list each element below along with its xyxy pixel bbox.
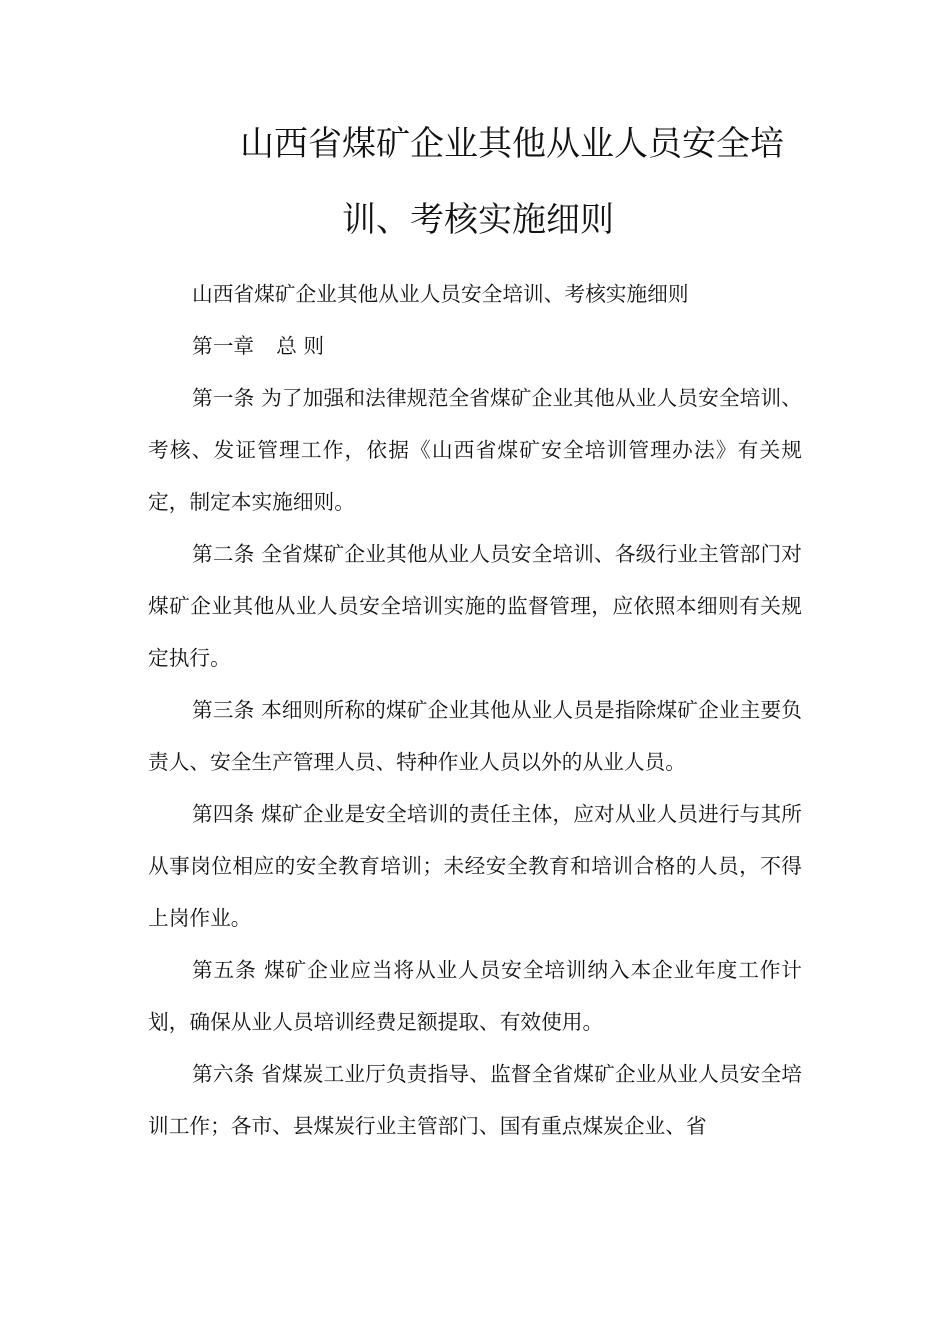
document-title-line-1: 山西省煤矿企业其他从业人员安全培 <box>240 124 784 164</box>
article-label: 第四条 <box>192 802 255 826</box>
article-2 <box>148 528 802 684</box>
article-label: 第五条 <box>192 958 257 982</box>
article-text: 煤矿企业是安全培训的责任主体，应对从业人员进行与其所从事岗位相应的安全教育培训；未经安全教育和培训合格的人员，不得上岗作业。 <box>148 802 802 930</box>
article-6 <box>148 1048 802 1152</box>
article-1 <box>148 372 802 528</box>
article-text: 全省煤矿企业其他从业人员安全培训、各级行业主管部门对煤矿企业其他从业人员安全培训实施的监督管理，应依照本细则有关规定执行。 <box>148 542 802 670</box>
article-label: 第二条 <box>192 542 255 566</box>
article-text: 煤矿企业应当将从业人员安全培训纳入本企业年度工作计划，确保从业人员培训经费足额提取、有效使用。 <box>148 958 802 1034</box>
chapter-heading <box>148 320 802 372</box>
article-5 <box>148 944 802 1048</box>
article-text: 本细则所称的煤矿企业其他从业人员是指除煤矿企业主要负责人、安全生产管理人员、特种作业人员以外的从业人员。 <box>148 698 802 774</box>
chapter-title: 总 则 <box>276 334 325 358</box>
article-4 <box>148 788 802 944</box>
article-label: 第一条 <box>192 386 255 410</box>
document-title-line-2: 训、考核实施细则 <box>342 200 614 240</box>
article-label: 第三条 <box>192 698 255 722</box>
article-text: 为了加强和法律规范全省煤矿企业其他从业人员安全培训、考核、发证管理工作，依据《山西省煤矿安全培训管理办法》有关规定，制定本实施细则。 <box>148 386 802 514</box>
document-body <box>148 268 802 1152</box>
article-text: 省煤炭工业厅负责指导、监督全省煤矿企业从业人员安全培训工作；各市、县煤炭行业主管部门、国有重点煤炭企业、省 <box>148 1062 802 1138</box>
article-3 <box>148 684 802 788</box>
document-subtitle: 山西省煤矿企业其他从业人员安全培训、考核实施细则 <box>192 282 689 306</box>
chapter-label: 第一章 <box>192 334 255 358</box>
article-label: 第六条 <box>192 1062 255 1086</box>
